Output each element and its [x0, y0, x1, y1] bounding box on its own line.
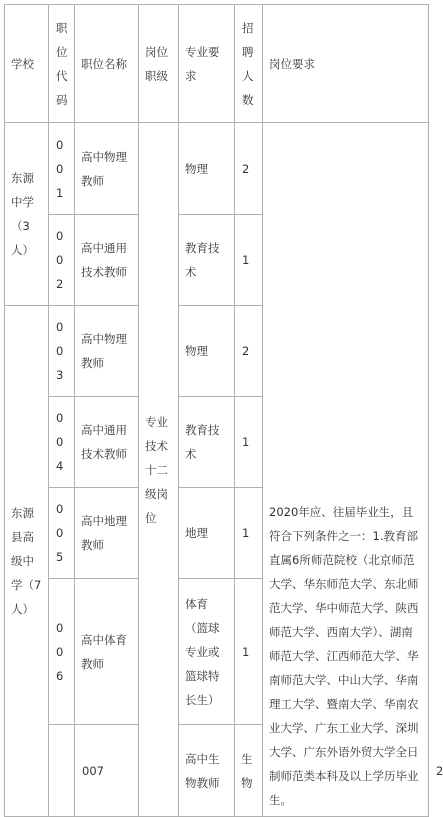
header-count: 招聘人数 [235, 5, 263, 123]
header-row [5, 5, 429, 123]
count-cell: 1 [235, 579, 263, 725]
name-cell: 高中体育教师 [75, 579, 139, 725]
school-cell-continued [49, 725, 75, 817]
count-cell: 1 [235, 215, 263, 306]
school-cell: 东源县高级中学（7人） [5, 306, 49, 817]
name-cell: 高中通用技术教师 [75, 397, 139, 488]
count-cell: 1 [235, 488, 263, 579]
header-major: 专业要求 [179, 5, 235, 123]
code-cell: 007 [75, 725, 139, 817]
major-cell: 物理 [179, 123, 235, 215]
header-school: 学校 [5, 5, 49, 123]
name-cell: 高中地理教师 [75, 488, 139, 579]
table-row [5, 123, 429, 215]
level-cell: 专业技术十二级岗位 [139, 123, 179, 817]
major-cell: 体育（篮球专业或篮球特长生） [179, 579, 235, 725]
major-cell: 教育技术 [179, 397, 235, 488]
count-cell: 2 [235, 123, 263, 215]
major-cell: 地理 [179, 488, 235, 579]
school-cell: 东源中学（3人） [5, 123, 49, 306]
table-row: 007 高中生物教师 生物 2 [5, 725, 429, 817]
code-cell: 004 [49, 397, 75, 488]
name-cell: 高中物理教师 [75, 123, 139, 215]
name-cell: 高中物理教师 [75, 306, 139, 397]
code-cell: 002 [49, 215, 75, 306]
requirement-cell: 2020年应、往届毕业生，且符合下列条件之一：1.教育部直属6所师范院校（北京师范大学、华东师范大学、东北师范大学、华中师范大学、陕西师范大学、西南大学）、湖南师范大学、江西师范大学、华南师范大学、中山大学、华南理工大学、暨南大学、华南农业大学、广东工业大学、深圳大学、广东外语外贸大学全日制师范类本科及以上学历毕业生。 [263, 123, 429, 817]
code-cell: 005 [49, 488, 75, 579]
count-cell: 2 [235, 306, 263, 397]
major-cell: 教育技术 [179, 215, 235, 306]
header-code: 职位代码 [49, 5, 75, 123]
header-requirement: 岗位要求 [263, 5, 429, 123]
code-cell: 001 [49, 123, 75, 215]
major-cell: 生物 [235, 725, 263, 817]
code-cell: 006 [49, 579, 75, 725]
name-cell: 高中通用技术教师 [75, 215, 139, 306]
major-cell: 物理 [179, 306, 235, 397]
recruitment-table [4, 4, 443, 817]
header-name: 职位名称 [75, 5, 139, 123]
code-cell: 003 [49, 306, 75, 397]
count-cell: 1 [235, 397, 263, 488]
name-cell: 高中生物教师 [179, 725, 235, 817]
header-level: 岗位职级 [139, 5, 179, 123]
